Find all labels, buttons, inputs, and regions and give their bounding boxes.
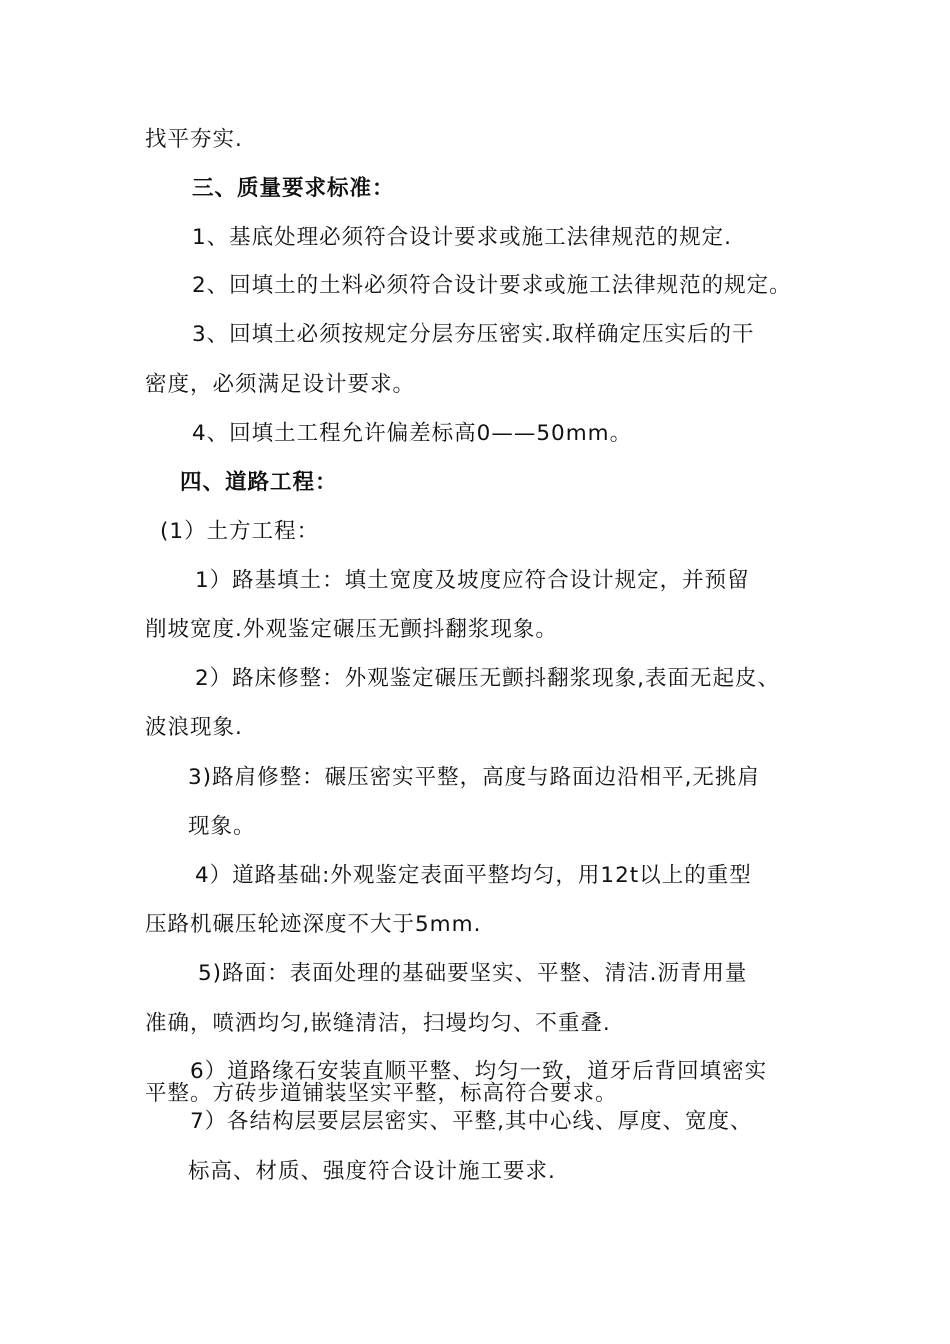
text-line: 1、基底处理必须符合设计要求或施工法律规范的规定. <box>192 225 733 250</box>
text-line: 2、回填土的土料必须符合设计要求或施工法律规范的规定。 <box>192 273 792 298</box>
text-line: 削坡宽度.外观鉴定碾压无颤抖翻浆现象。 <box>145 617 558 642</box>
text-line: 平整。方砖步道铺装坚实平整，标高符合要求。 <box>145 1081 618 1106</box>
text-line: 找平夯实. <box>145 127 243 152</box>
text-line: 4）道路基础:外观鉴定表面平整均匀，用12t以上的重型 <box>195 863 752 888</box>
text-line: 2）路床修整：外观鉴定碾压无颤抖翻浆现象,表面无起皮、 <box>195 666 781 691</box>
text-line: 波浪现象. <box>145 715 243 740</box>
text-line: 6）道路缘石安装直顺平整、均匀一致，道牙后背回填密实 <box>190 1059 768 1084</box>
text-line: 1）路基填土：填土宽度及坡度应符合设计规定，并预留 <box>195 568 750 593</box>
text-line: 7）各结构层要层层密实、平整,其中心线、厚度、宽度、 <box>190 1109 753 1134</box>
text-line: 5)路面：表面处理的基础要坚实、平整、清洁.沥青用量 <box>198 961 748 986</box>
text-line: 4、回填土工程允许偏差标高0——50mm。 <box>192 421 633 446</box>
text-line: 3、回填土必须按规定分层夯压密实.取样确定压实后的干 <box>192 322 755 347</box>
text-line: 压路机碾压轮迹深度不大于5mm. <box>145 912 482 937</box>
section-heading: 三、质量要求标准： <box>192 176 395 201</box>
subsection-heading: (1）土方工程： <box>160 519 320 544</box>
section-heading: 四、道路工程： <box>180 470 338 495</box>
text-line: 准确，喷洒均匀,嵌缝清洁，扫墁均匀、不重叠. <box>145 1011 611 1036</box>
text-line: 现象。 <box>188 814 256 839</box>
text-line: 标高、材质、强度符合设计施工要求. <box>188 1159 556 1184</box>
text-line: 密度，必须满足设计要求。 <box>145 372 416 397</box>
text-line: 3)路肩修整：碾压密实平整，高度与路面边沿相平,无挑肩 <box>188 765 760 790</box>
